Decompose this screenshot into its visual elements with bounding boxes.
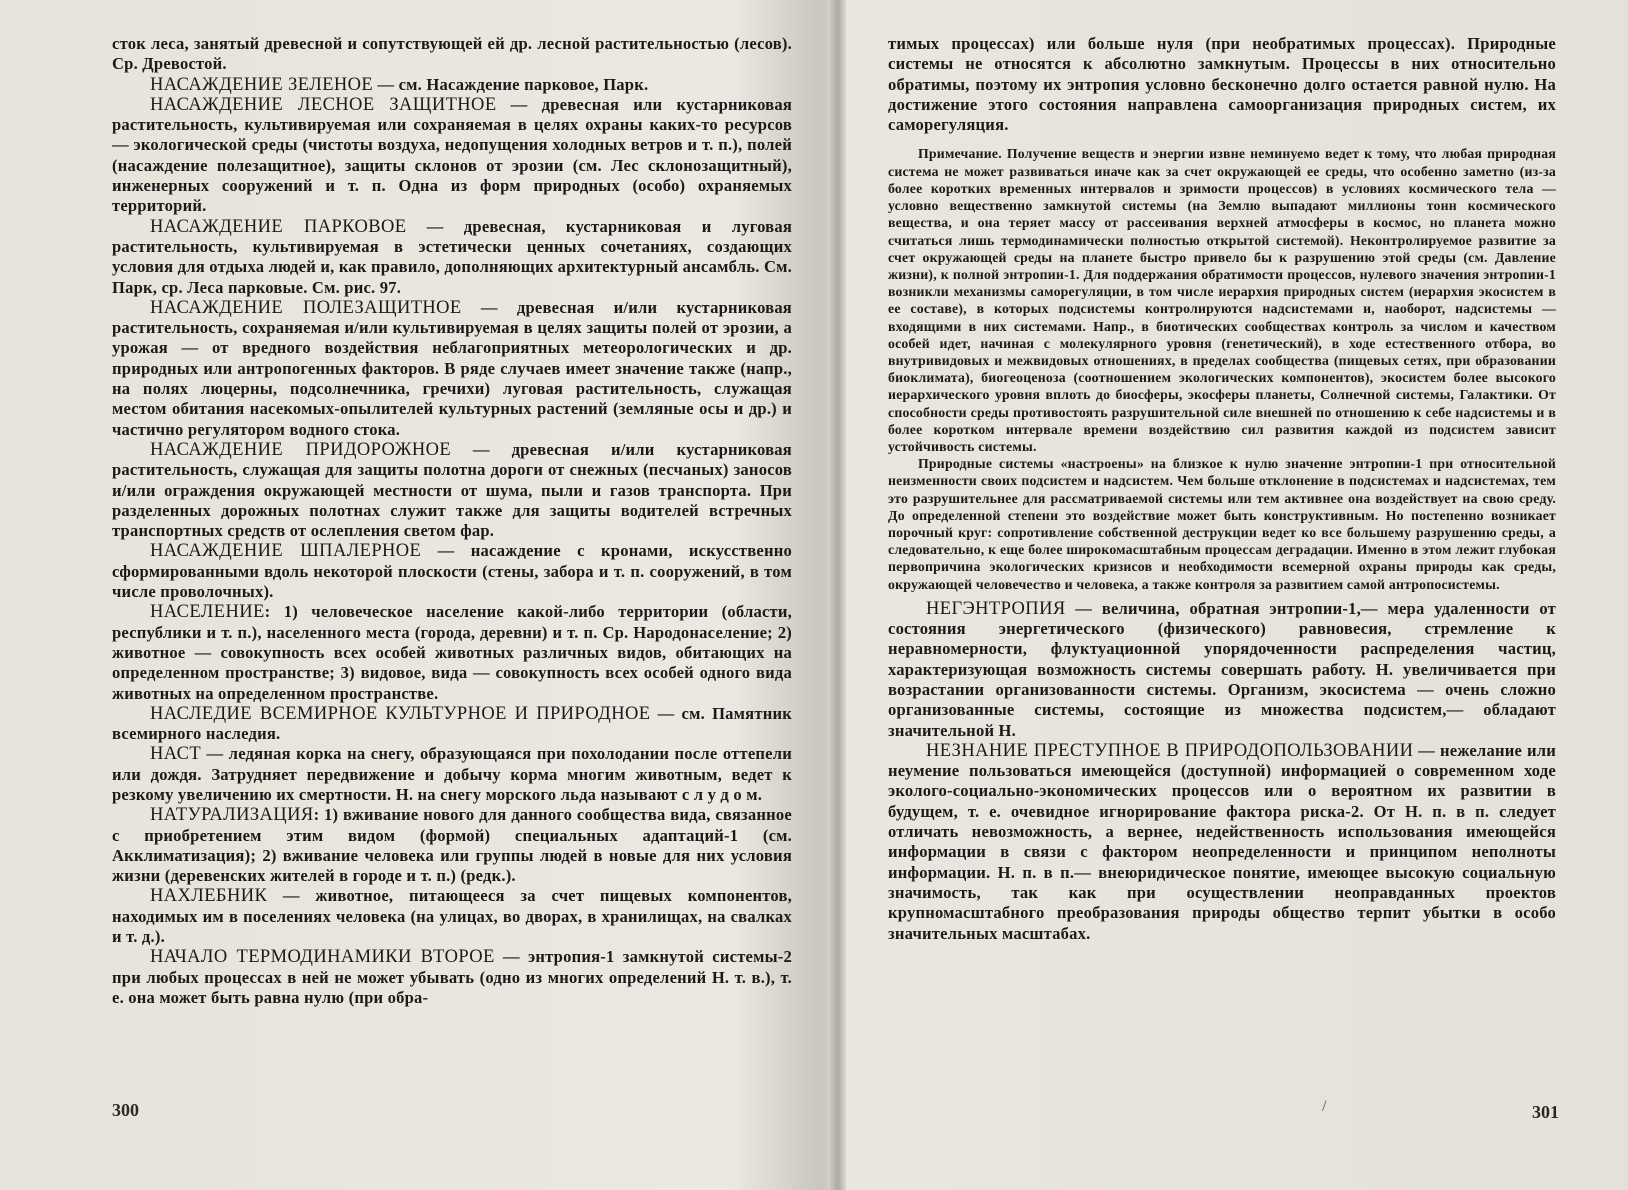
entry-paragraph: НАСАЖДЕНИЕ ЗЕЛЕНОЕ — см. Насаждение парковое, Парк.: [150, 74, 649, 95]
right-page: [888, 34, 1556, 944]
note-paragraph: Природные системы «настроены» на близкое к нулю значение энтропии-1 при относительной неизменности своих подсистем и надсистем. Чем больше отклонение в подсистемах и надсистемах, тем это разрушительнее для рассматриваемой системы или тем активнее она воздействует на свою среду. До определенной степени это воздействие может быть конструктивным. Но постепенно возникает порочный круг: сопротивление собственной деструкции ведет ко все большему разрушению среды, а следовательно, к еще более широкомасштабным процессам деградации. Именно в этом лежит глубокая первопричина экологических кризисов и необходимости всемерной охраны природы как среды, окружающей человечество и человека, а также контроля за развитием самой антропосистемы.: [888, 456, 1556, 592]
entry-paragraph: НАСАЖДЕНИЕ ШПАЛЕРНОЕ — насаждение с кронами, искусственно сформированными вдоль некоторой плоскости (стены, забора и т. п. сооружений, в том числе проволочных).: [112, 541, 792, 602]
entry-paragraph: НАСАЖДЕНИЕ ЛЕСНОЕ ЗАЩИТНОЕ — древесная или кустарниковая растительность, культивируемая или сохраняемая в целях охраны каких-то ресурсов — экологической среды (чистоты воздуха, недопущения холодных ветров и т. п.), полей (насаждение полезащитное), защиты склонов от эрозии (см. Лес склонозащитный), инженерных сооружений и т. п. Одна из форм природных (особо) охраняемых территорий.: [112, 94, 792, 216]
left-page: [112, 34, 792, 1008]
note-paragraph: Примечание. Получение веществ и энергии извне неминуемо ведет к тому, что любая природная система не может развиваться иначе как за счет окружающей ее среды, что особенно заметно (из-за более коротких временных интервалов и зримости процессов) в условиях космического тела — условно вещественно замкнутой системы (на Землю выпадают миллионы тонн космического вещества, и она теряет массу от рассеивания верхней атмосферы в космос, но планета можно считаться лишь термодинамически полностью открытой системой). Неконтролируемое развитие за счет окружающей среды на планете быстро привело бы к разрушению этой среды (см. Давление жизни), к полной энтропии-1. Для поддержания обратимости процессов, нулевого значения энтропии-1 возникли механизмы саморегуляции, в том числе иерархия природных систем (иерархия экосистем в ее составе), в которых подсистемы контролируются надсистемами и, наоборот, надсистемы — входящими в них системами. Напр., в биотических сообществах контроль за числом и качеством особей идет, начиная с молекулярного уровня (генетический), в ходе естественного отбора, во внутривидовых и межвидовых отношениях, в пределах сообщества (пищевых сетях, при образовании биоклимата), биогеоценоза (соотношением экологических компонентов), экосистем более высокого иерархического уровня вплоть до биосферы, экосферы планеты, Солнечной системы, Галактики. От способности среды противостоять разрушительной силе внешней по отношению к себе надсистемы и в более коротком интервале времени воздействию сил развития каждой из подсистем зависит устойчивость системы.: [888, 146, 1556, 454]
page-number-right: 301: [1532, 1102, 1559, 1122]
entry-paragraph: НАСЕЛЕНИЕ: 1) человеческое население какой-либо территории (области, республики и т. п.), населенного места (города, деревни) и т. п. Ср. Народонаселение; 2) животное — совокупность всех особей животных различных видов, обитающих на определенном пространстве; 3) видовое, вида — совокупность всех особей одного вида животных на определенном пространстве.: [112, 602, 792, 703]
entry-paragraph: НАХЛЕБНИК — животное, питающееся за счет пищевых компонентов, находимых им в поселениях человека (на улицах, во дворах, в хранилищах, на свалках и т. д.).: [112, 886, 792, 947]
entry-paragraph: НАСЛЕДИЕ ВСЕМИРНОЕ КУЛЬТУРНОЕ И ПРИРОДНОЕ — см. Памятник всемирного наследия.: [112, 703, 792, 744]
entry-paragraph: НАЧАЛО ТЕРМОДИНАМИКИ ВТОРОЕ — энтропия-1 замкнутой системы-2 при любых процессах в ней не может убывать (одно из многих определений Н. т. в.), т. е. она может быть равна нулю (при обра-: [112, 947, 792, 1007]
entry-paragraph: НАСТ — ледяная корка на снегу, образующаяся при похолодании после оттепели или дождя. Затрудняет передвижение и добычу корма многим животным, ведет к резкому увеличению их смертности. Н. на снегу морского льда называют с л у д о м.: [112, 744, 792, 804]
entry-paragraph: НАТУРАЛИЗАЦИЯ: 1) вживание нового для данного сообщества вида, связанное с приобретением этим видом (формой) специальных адаптаций-1 (см. Акклиматизация); 2) вживание человека или группы людей в новые для них условия жизни (деревенских жителей в городе и т. п.) (редк.).: [112, 805, 792, 886]
entry-paragraph: НАСАЖДЕНИЕ ПОЛЕЗАЩИТНОЕ — древесная и/или кустарниковая растительность, сохраняемая и/или культивируемая в целях защиты полей от эрозии, а урожая — от вредного воздействия неблагоприятных метеорологических и др. природных или антропогенных факторов. В ряде случаев имеет значение также (напр., на полях люцерны, подсолнечника, гречихи) луговая растительность, служащая местом обитания насекомых-опылителей культурных растений (земляные осы и др.) и частично регулятором водного стока.: [112, 297, 792, 439]
entry-paragraph: НЕЗНАНИЕ ПРЕСТУПНОЕ В ПРИРОДОПОЛЬЗОВАНИИ — нежелание или неумение пользоваться имеющейся (доступной) информацией о современном ходе эколого-социально-экономических процессов или о вероятном их развитии в будущем, т. е. очевидное игнорирование фактора риска-2. От Н. п. в п. следует отличать невозможность, а вернее, недейственность использования имеющейся информации в связи с фактором неопределенности и принципом неполноты информации. Н. п. в п.— внеюридическое понятие, имеющее высокую социальную значимость, так как при осуществлении неоправданных проектов крупномасштабного преобразования природы общество терпит убытки в особо значительных масштабах.: [888, 740, 1556, 943]
book-gutter: [830, 0, 846, 1190]
entry-paragraph: НЕГЭНТРОПИЯ — величина, обратная энтропии-1,— мера удаленности от состояния энергетического (физического) равновесия, стремление к неравномерности, флуктуационной упорядоченности распределения частиц, характеризующая возможность системы совершать работу. Н. увеличивается при возрастании организованности системы. Организм, экосистема — очень сложно организованные системы, состоящие из множества подсистем,— обладают значительной Н.: [888, 598, 1556, 740]
entry-paragraph: сток леса, занятый древесной и сопутствующей ей др. лесной растительностью (лесов). Ср. Древостой.: [112, 34, 792, 74]
pencil-mark: /: [1322, 1098, 1327, 1115]
entry-paragraph: НАСАЖДЕНИЕ ПАРКОВОЕ — древесная, кустарниковая и луговая растительность, культивируемая в эстетически ценных сочетаниях, создающих условия для отдыха людей и, как правило, дополняющих архитектурный ансамбль. См. Парк, ср. Леса парковые. См. рис. 97.: [112, 216, 792, 297]
note-block: [888, 145, 1556, 592]
entry-paragraph: НАСАЖДЕНИЕ ПРИДОРОЖНОЕ — древесная и/или кустарниковая растительность, служащая для защиты полотна дороги от снежных (песчаных) заносов и/или ограждения окружающей местности от шума, пыли и газов транспорта. При разделенных дорожных полотнах служит также для защиты водителей встречных транспортных средств от ослепления светом фар.: [112, 439, 792, 541]
page-number-left: 300: [112, 1100, 139, 1120]
entry-paragraph: тимых процессах) или больше нуля (при необратимых процессах). Природные системы не относятся к абсолютно замкнутым. Процессы в них относительно обратимы, поэтому их энтропия условно бесконечно долго остается равной нулю. На достижение этого состояния направлена самоорганизация природных систем, их саморегуляция.: [888, 34, 1556, 135]
